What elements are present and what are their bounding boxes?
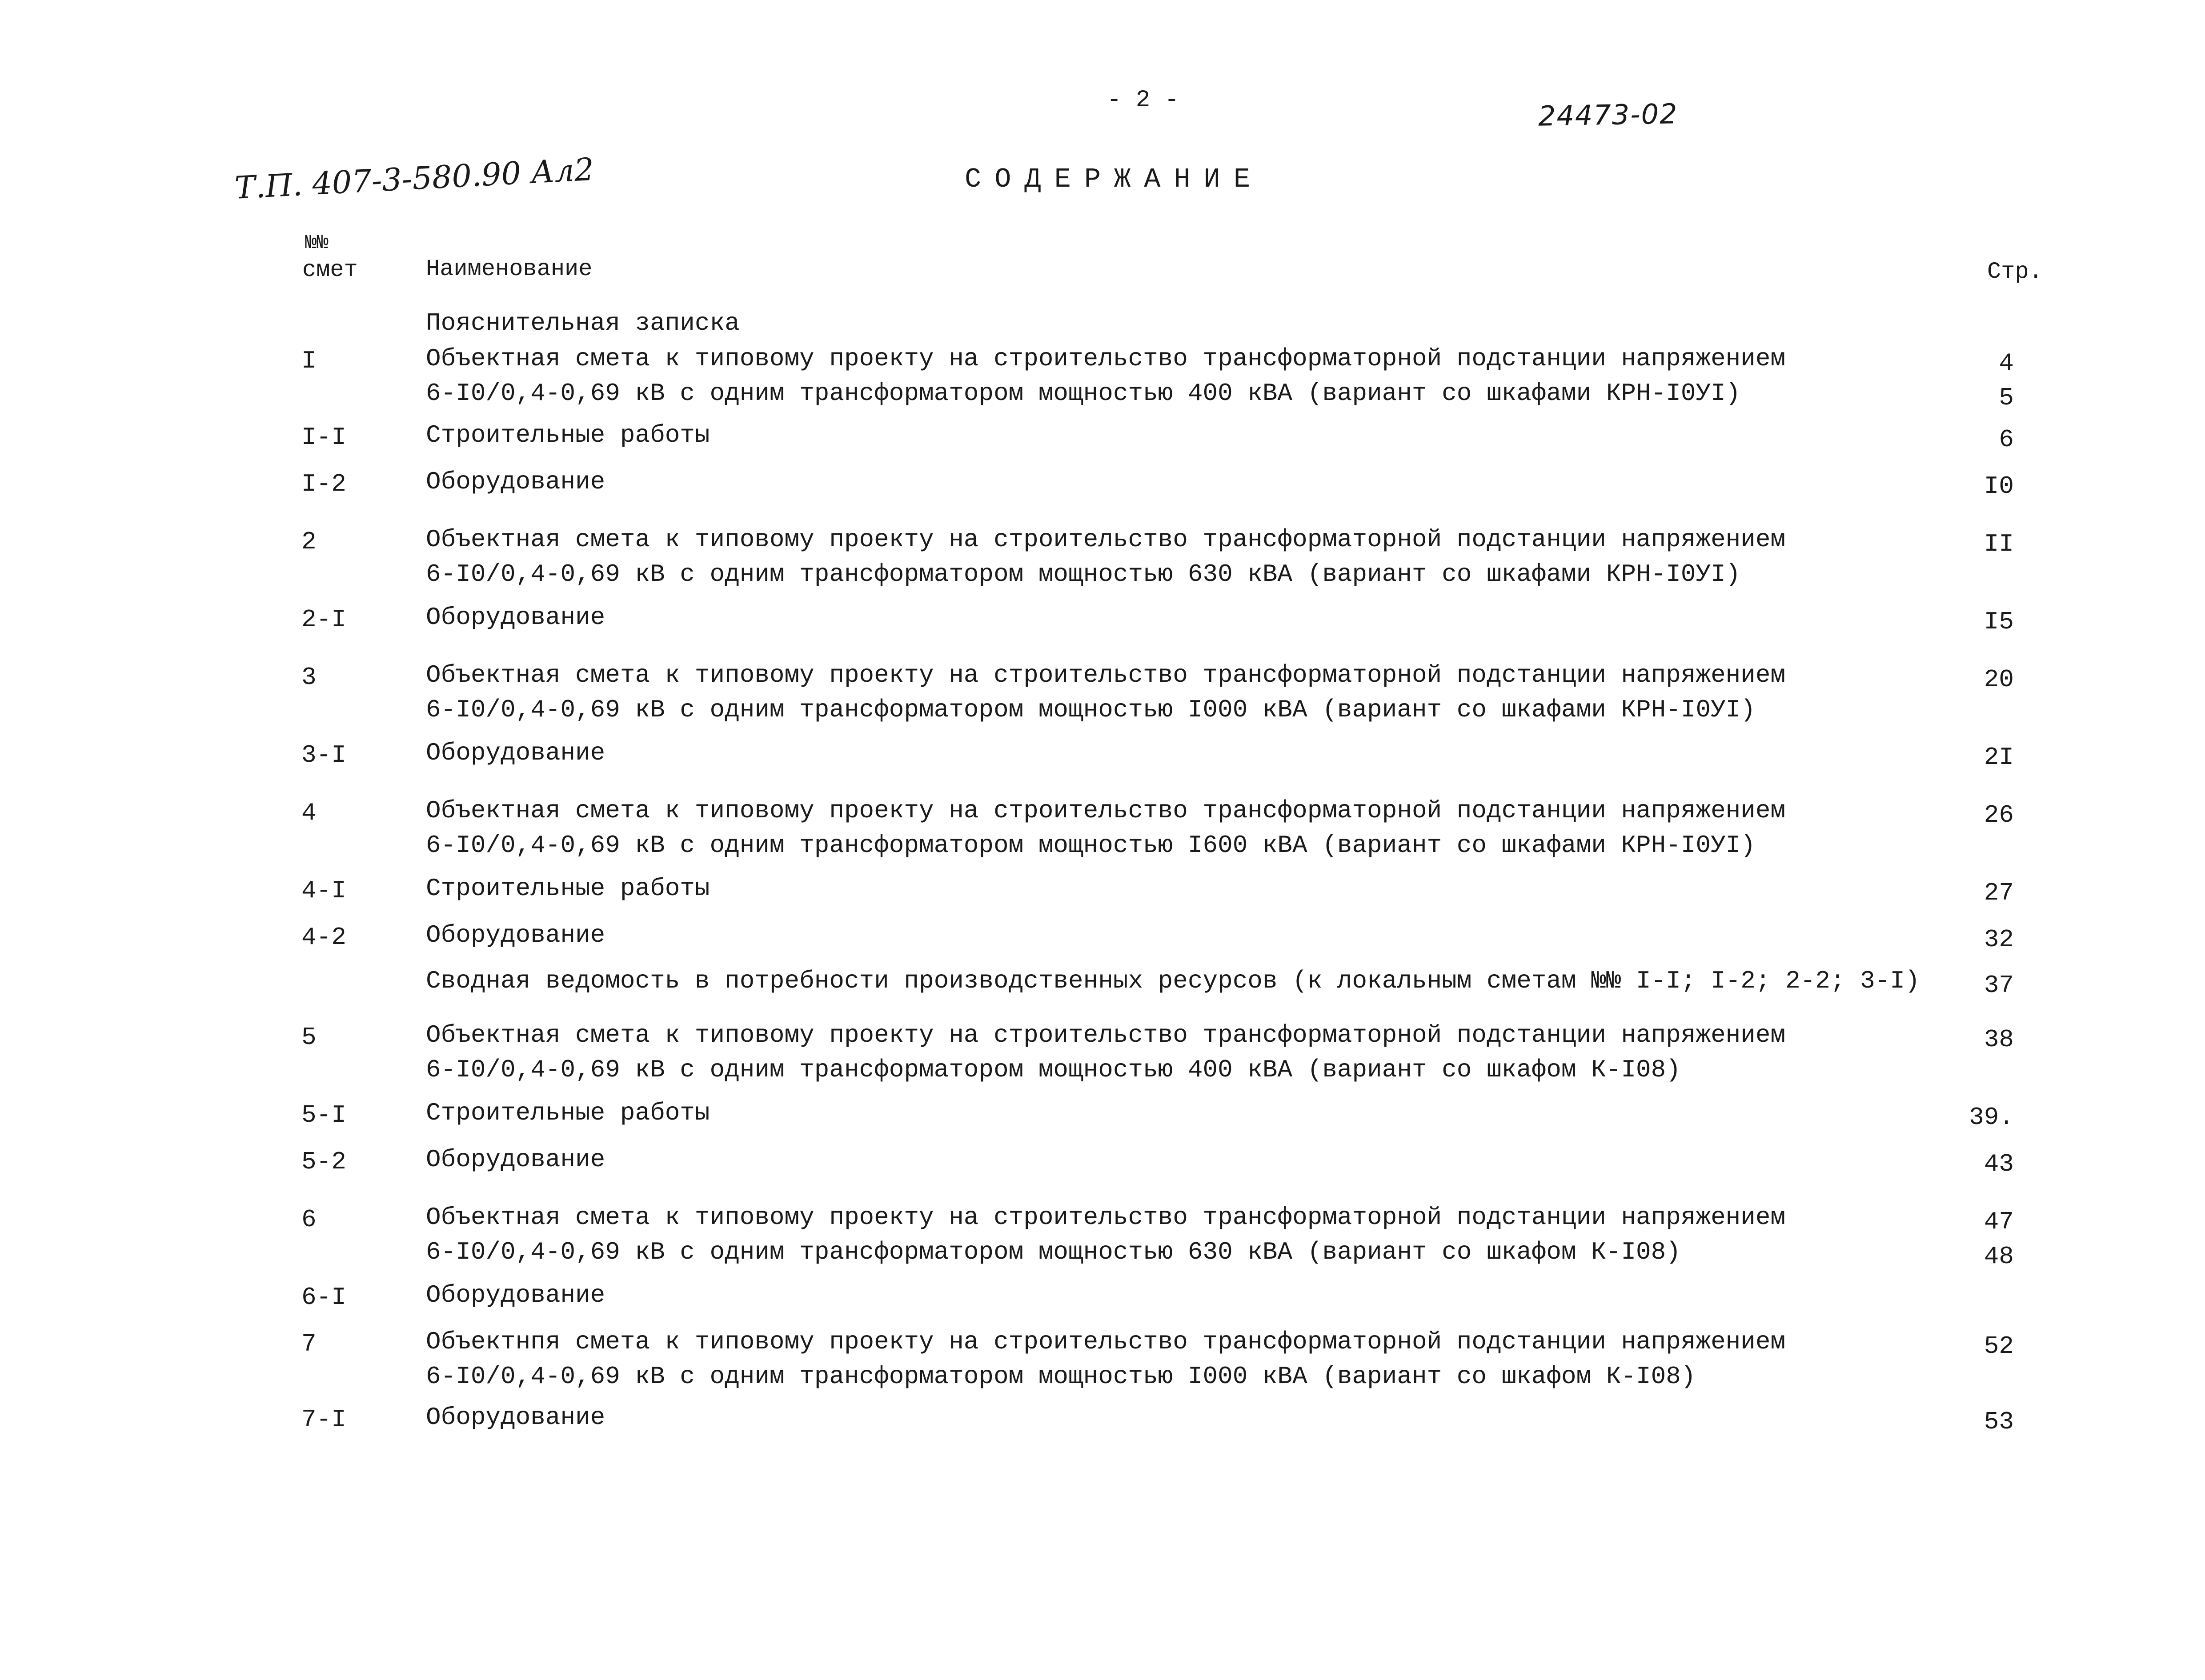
row-number: I bbox=[301, 347, 317, 375]
row-name: Строительные работы bbox=[426, 874, 710, 903]
column-header-page: Стр. bbox=[1987, 259, 2043, 285]
row-number: 3-I bbox=[301, 741, 346, 769]
row-page: 52 bbox=[1984, 1332, 2014, 1360]
row-number: 6 bbox=[301, 1205, 317, 1234]
row-page: 32 bbox=[1984, 925, 2014, 954]
row-page: 38 bbox=[1984, 1025, 2014, 1054]
row-number: 4-I bbox=[301, 876, 346, 905]
row-number: 4-2 bbox=[301, 923, 346, 952]
row-page: 26 bbox=[1984, 801, 2014, 829]
row-name: Объектнпя смета к типовому проекту на строительство трансформаторной подстанции напряжением 6-I0/0,4-0,69 кВ с одним трансформатором мощностью I000 кВА (вариант со шкафом К-I08) bbox=[426, 1328, 1786, 1391]
row-name: Оборудование bbox=[426, 603, 605, 632]
row-name: Пояснительная записка bbox=[426, 309, 740, 337]
row-name: Сводная ведомость в потребности производственных ресурсов (к локальным сметам №№ I-I; I-2; 2-2; 3-I) bbox=[426, 967, 1920, 995]
column-header-number-line2: смет bbox=[302, 257, 358, 283]
row-name: Объектная смета к типовому проекту на строительство трансформаторной подстанции напряжением 6-I0/0,4-0,69 кВ с одним трансформатором мощностью 630 кВА (вариант со шкафами КРН-I0УI) bbox=[426, 525, 1786, 588]
document-code: 24473-02 bbox=[1538, 97, 1679, 132]
row-name: Строительные работы bbox=[426, 421, 710, 449]
row-page: I5 bbox=[1984, 608, 2014, 636]
row-number: I-I bbox=[301, 423, 346, 452]
row-number: 7 bbox=[301, 1330, 317, 1358]
row-name: Объектная смета к типовому проекту на строительство трансформаторной подстанции напряжением 6-I0/0,4-0,69 кВ с одним трансформатором мощностью 400 кВА (вариант со шкафом К-I08) bbox=[426, 1021, 1786, 1084]
row-page: 53 bbox=[1984, 1408, 2014, 1436]
row-name: Объектная смета к типовому проекту на строительство трансформаторной подстанции напряжением 6-I0/0,4-0,69 кВ с одним трансформатором мощностью I600 кВА (вариант со шкафами КРН-I0УI) bbox=[426, 796, 1786, 860]
row-page: II bbox=[1984, 530, 2014, 558]
row-page: 39. bbox=[1969, 1103, 2014, 1132]
row-page: 27 bbox=[1984, 879, 2014, 907]
row-name: Оборудование bbox=[426, 921, 605, 949]
row-page: 47 48 bbox=[1984, 1208, 2014, 1271]
row-number: 5-I bbox=[301, 1101, 346, 1129]
column-header-number-line1: №№ bbox=[305, 232, 329, 254]
project-reference: Т.П. 407-3-580.90 Ал2 bbox=[233, 151, 595, 206]
row-page: I0 bbox=[1984, 472, 2014, 500]
row-name: Объектная смета к типовому проекту на строительство трансформаторной подстанции напряжением 6-I0/0,4-0,69 кВ с одним трансформатором мощностью 630 кВА (вариант со шкафом К-I08) bbox=[426, 1203, 1786, 1266]
row-name: Оборудование bbox=[426, 1145, 605, 1174]
row-name: Объектная смета к типовому проекту на строительство трансформаторной подстанции напряжением 6-I0/0,4-0,69 кВ с одним трансформатором мощностью I000 кВА (вариант со шкафами КРН-I0УI) bbox=[426, 661, 1786, 724]
row-name: Строительные работы bbox=[426, 1099, 710, 1127]
row-page: 20 bbox=[1984, 665, 2014, 694]
row-name: Оборудование bbox=[426, 1403, 605, 1432]
row-name: Оборудование bbox=[426, 739, 605, 767]
row-number: 3 bbox=[301, 663, 317, 692]
row-page: 37 bbox=[1984, 971, 2014, 1000]
row-page: 6 bbox=[1999, 425, 2014, 454]
row-number: I-2 bbox=[301, 470, 346, 498]
row-page: 4 5 bbox=[1999, 349, 2014, 412]
page-number: - 2 - bbox=[1107, 87, 1179, 114]
row-page: 43 bbox=[1984, 1150, 2014, 1178]
row-number: 5 bbox=[301, 1023, 317, 1052]
row-number: 2 bbox=[301, 528, 317, 556]
row-number: 2-I bbox=[301, 605, 346, 634]
row-name: Объектная смета к типовому проекту на строительство трансформаторной подстанции напряжением 6-I0/0,4-0,69 кВ с одним трансформатором мощностью 400 кВА (вариант со шкафами КРН-I0УI) bbox=[426, 344, 1786, 408]
row-number: 5-2 bbox=[301, 1148, 346, 1176]
row-number: 7-I bbox=[301, 1405, 346, 1434]
row-name: Оборудование bbox=[426, 468, 605, 496]
row-name: Оборудование bbox=[426, 1281, 605, 1309]
row-page: 2I bbox=[1984, 743, 2014, 772]
row-number: 6-I bbox=[301, 1283, 346, 1312]
row-number: 4 bbox=[301, 799, 317, 827]
page-title: СОДЕРЖАНИЕ bbox=[965, 164, 1264, 195]
column-header-name: Наименование bbox=[426, 256, 593, 282]
